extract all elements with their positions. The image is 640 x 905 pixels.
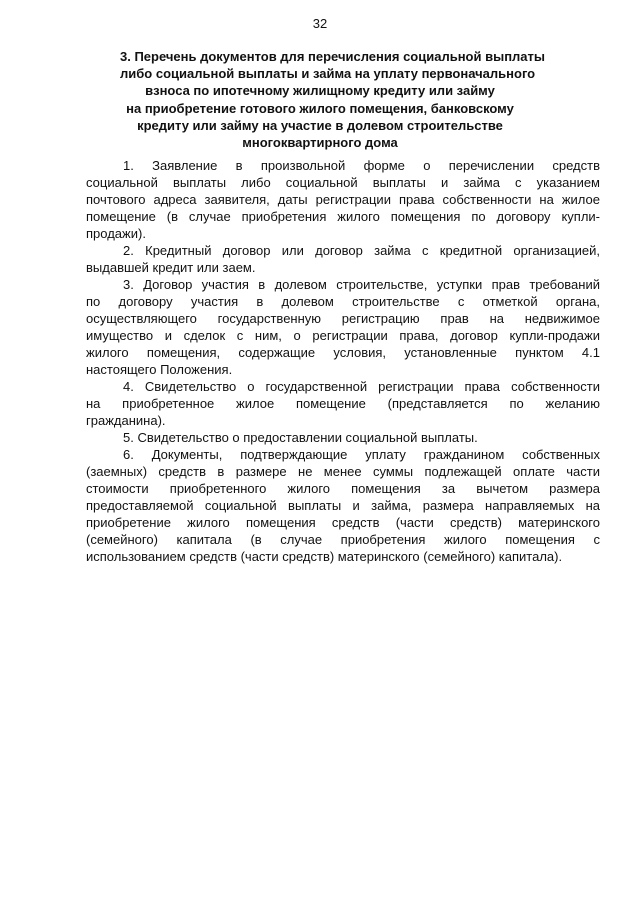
paragraph-line: настоящего Положения.: [86, 362, 233, 377]
page-number: 32: [312, 16, 328, 31]
heading-line: 3. Перечень документов для перечисления социальной выплаты: [120, 49, 546, 64]
heading-line: многоквартирного дома: [242, 135, 398, 151]
list-item-6: [86, 446, 600, 565]
paragraph-line: 3. Договор участия в долевом строительстве, уступки прав требований: [123, 277, 600, 292]
list-item-1: [86, 157, 600, 242]
heading-line: на приобретение готового жилого помещения, банковскому: [126, 100, 514, 116]
paragraph-line: 1. Заявление в произвольной форме о перечислении средств: [123, 158, 600, 173]
paragraph-line: продажи).: [86, 226, 146, 241]
list-item-4: [86, 378, 600, 429]
paragraph-line: использованием средств (части средств) материнского (семейного) капитала).: [86, 549, 563, 564]
paragraph-line: социальной выплаты либо социальной выплаты и займа с указанием: [86, 175, 600, 190]
heading-line: кредиту или займу на участие в долевом строительстве: [137, 117, 503, 133]
paragraph-line: 2. Кредитный договор или договор займа с кредитной организацией,: [123, 243, 600, 258]
document-list: [86, 157, 600, 565]
paragraph-line: 6. Документы, подтверждающие уплату гражданином собственных: [123, 447, 600, 462]
heading-line: взноса по ипотечному жилищному кредиту или займу: [145, 83, 495, 99]
heading-line: либо социальной выплаты и займа на уплату первоначального: [120, 66, 536, 82]
paragraph-line: помещение (в случае приобретения жилого помещения по договору купли-: [86, 209, 600, 224]
paragraph-line: осуществляющего государственную регистрацию прав на недвижимое: [86, 311, 600, 326]
paragraph-line: на приобретенное жилое помещение (представляется по желанию: [86, 396, 600, 411]
paragraph-line: 5. Свидетельство о предоставлении социальной выплаты.: [123, 430, 478, 445]
paragraph-line: предоставляемой социальной выплаты и займа, размера направляемых на: [86, 498, 600, 513]
paragraph-line: имущество и сделок с ним, о регистрации права, договор купли-продажи: [86, 328, 600, 343]
paragraph-line: стоимости приобретенного жилого помещения за вычетом размера: [86, 481, 600, 496]
paragraph-line: (заемных) средств в размере не менее суммы подлежащей оплате части: [86, 464, 600, 479]
paragraph-line: почтового адреса заявителя, даты регистрации права собственности на жилое: [86, 192, 600, 207]
paragraph-line: гражданина).: [86, 413, 166, 428]
paragraph-line: выдавшей кредит или заем.: [86, 260, 256, 275]
paragraph-line: 4. Свидетельство о государственной регистрации права собственности: [123, 379, 600, 394]
list-item-3: [86, 276, 600, 378]
paragraph-line: по договору участия в долевом строительстве с отметкой органа,: [86, 294, 600, 309]
paragraph-line: жилого помещения, содержащие условия, установленные пунктом 4.1: [86, 345, 600, 360]
list-item-5: [86, 429, 600, 446]
paragraph-line: приобретение жилого помещения средств (части средств) материнского: [86, 515, 600, 530]
paragraph-line: (семейного) капитала (в случае приобретения жилого помещения с: [86, 532, 600, 547]
section-heading: [120, 48, 546, 151]
list-item-2: [86, 242, 600, 276]
